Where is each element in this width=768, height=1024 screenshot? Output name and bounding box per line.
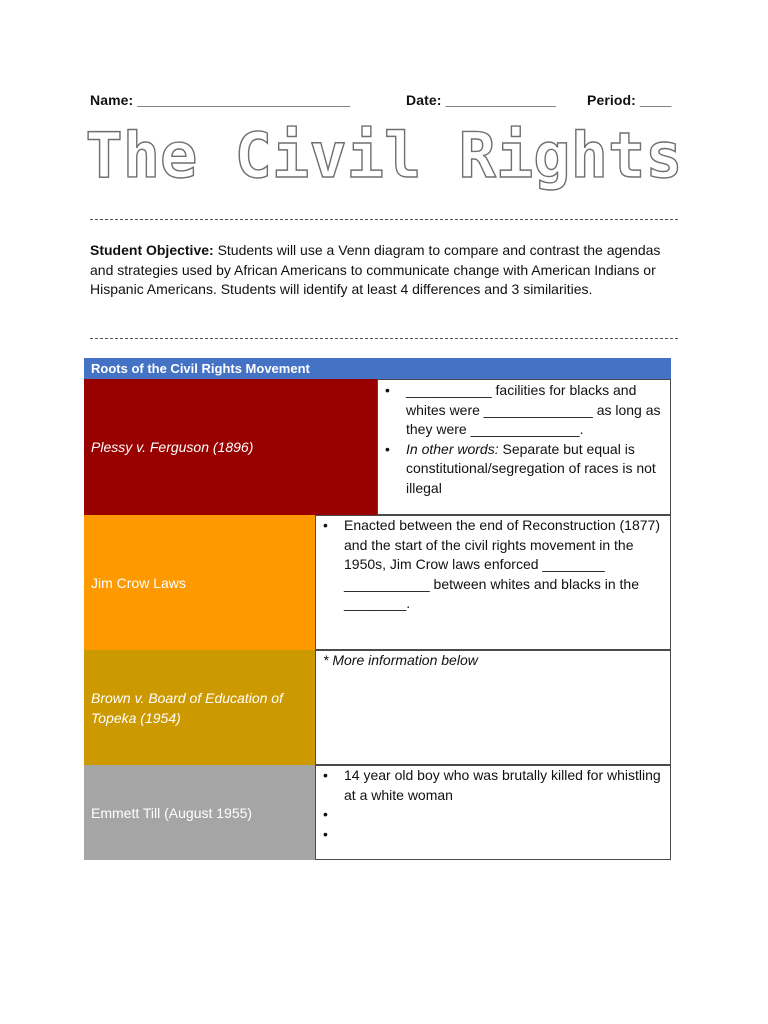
date-field[interactable]: Date: ______________ xyxy=(406,92,556,108)
period-field[interactable]: Period: ____ xyxy=(587,92,672,108)
list-item[interactable] xyxy=(316,805,670,825)
row-notes-cell[interactable] xyxy=(377,379,671,515)
list-item: • Enacted between the end of Reconstruction (1877) and the start of the civil rights movement in the 1950s, Jim Crow laws enforced ________ ___________ between whites and blacks in the ________. xyxy=(316,516,670,614)
row-label-cell xyxy=(84,765,315,860)
row-label: Brown v. Board of Education of Topeka (1954) xyxy=(91,689,283,726)
table-row xyxy=(84,650,671,765)
student-objective xyxy=(90,241,665,300)
name-field[interactable]: Name: ___________________________ xyxy=(90,92,351,108)
row-label-cell xyxy=(84,379,377,515)
table-row xyxy=(84,765,671,860)
table-row xyxy=(84,379,671,515)
page-title: The Civil Rights xyxy=(85,119,683,192)
divider-bottom xyxy=(90,338,678,339)
list-item: • ___________ facilities for blacks and whites were ______________ as long as they were ______________. xyxy=(378,381,670,440)
row-notes-cell[interactable] xyxy=(315,515,671,650)
list-item: • In other words: Separate but equal is constitutional/segregation of races is not illegal xyxy=(378,440,670,499)
divider-top xyxy=(90,219,678,220)
row-note: * More information below xyxy=(323,652,478,668)
row-label: Emmett Till (August 1955) xyxy=(91,804,253,821)
row-label-cell xyxy=(84,515,315,650)
row-notes-cell[interactable] xyxy=(315,765,671,860)
row-notes-cell[interactable] xyxy=(315,650,671,765)
table-heading: Roots of the Civil Rights Movement xyxy=(84,358,671,379)
objective-label: Student Objective: xyxy=(90,242,214,258)
list-item[interactable] xyxy=(316,825,670,845)
row-label: Plessy v. Ferguson (1896) xyxy=(91,439,254,455)
row-label: Jim Crow Laws xyxy=(91,574,186,591)
list-item: • 14 year old boy who was brutally killed for whistling at a white woman xyxy=(316,766,670,805)
row-label-cell xyxy=(84,650,315,765)
objective-text: Students will use a Venn diagram to compare and contrast the agendas and strategies used by African Americans to communicate change with American Indians or Hispanic Americans. Students will identify at least 4 differences and 3 similarities. xyxy=(90,242,661,297)
table-row xyxy=(84,515,671,650)
